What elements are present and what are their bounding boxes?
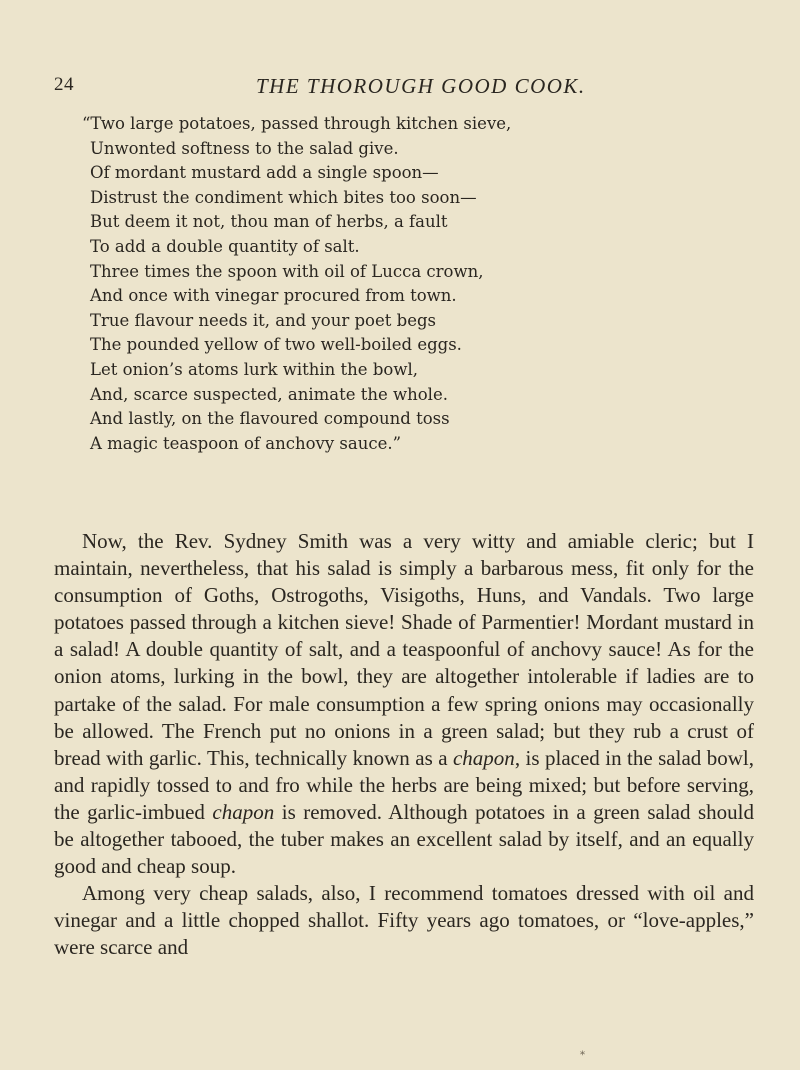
paragraph-cheap-salads: Among very cheap salads, also, I recommend tomatoes dressed with oil and vinegar and a little chopped shallot. Fifty years ago tomatoes, or “love-apples,” were scarce and (54, 881, 754, 960)
running-title: THE THOROUGH GOOD COOK. (256, 74, 586, 98)
poem-line: The pounded yellow of two well-boiled eggs. (90, 335, 462, 355)
poem-line: Three times the spoon with oil of Lucca crown, (90, 261, 484, 281)
poem-line: To add a double quantity of salt. (90, 236, 360, 256)
poem-line: “Two large potatoes, passed through kitchen sieve, (82, 114, 512, 133)
italic-term: chapon (452, 745, 515, 770)
paragraph-smith-salad (54, 528, 754, 880)
poem-line: Distrust the condiment which bites too soon— (90, 187, 477, 207)
poem-line: And once with vinegar procured from town. (90, 286, 457, 306)
printer-mark: * (580, 1050, 585, 1061)
poem-line: Of mordant mustard add a single spoon— (90, 163, 439, 183)
poem-line: Unwonted softness to the salad give. (90, 138, 399, 158)
poem-line: But deem it not, thou man of herbs, a fault (90, 212, 448, 232)
poem-line: And, scarce suspected, animate the whole. (90, 384, 448, 404)
poem-line: And lastly, on the flavoured compound toss (90, 409, 450, 429)
page-number: 24 (54, 74, 74, 95)
paragraph-text: Now, the Rev. Sydney Smith was a very witty and amiable cleric; but I maintain, nevertheless, that his salad is simply a barbarous mess, fit only for the consumption of Goths, Ostrogoths, Visigoths, Huns, and Vandals. Two large potatoes passed through a kitchen sieve! Shade of Parmentier! Mordant mustard in a salad! A double quantity of salt, and a teaspoonful of anchovy sauce! As for the onion atoms, lurking in the bowl, they are altogether intolerable if ladies are to partake of the salad. For male consumption a few spring onions may occasionally be allowed. The French put no onions in a green salad; but they rub a crust of bread with garlic. This, technically known as a (54, 529, 754, 770)
poem-quotation (82, 112, 750, 456)
paragraph-text: is removed. Although potatoes in a green salad should be altogether tabooed, the tuber makes an excellent salad by itself, and an equally good and cheap soup. (54, 799, 754, 879)
italic-term: chapon (212, 799, 275, 824)
poem-line: True flavour needs it, and your poet begs (90, 310, 436, 330)
body-text (54, 528, 754, 962)
paragraph-text: , is placed in the salad bowl, and rapidly tossed to and fro while the herbs are being mixed; but before serving, the garlic-imbued (54, 745, 754, 824)
poem-line: Let onion’s atoms lurk within the bowl, (90, 359, 418, 379)
poem-line: A magic teaspoon of anchovy sauce.” (90, 433, 402, 453)
